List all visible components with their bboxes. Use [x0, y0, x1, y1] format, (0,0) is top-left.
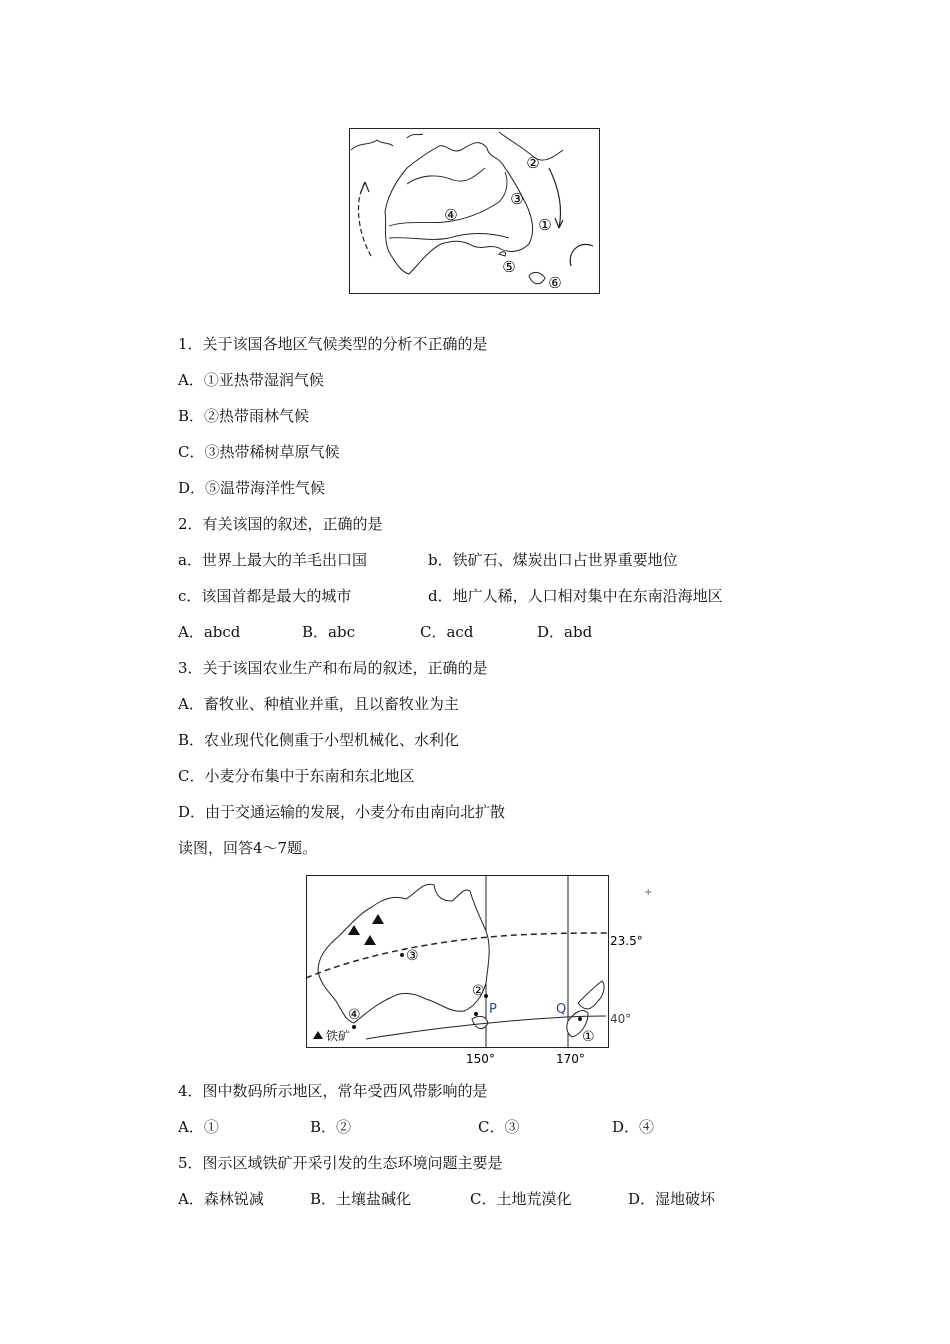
- map1-label-1: ①: [538, 216, 552, 234]
- q3-option-a: A．畜牧业、种植业并重，且以畜牧业为主: [178, 695, 459, 713]
- q2-option-d: D．abd: [537, 623, 593, 641]
- map1-label-6: ⑥: [548, 274, 562, 292]
- q1-option-c: C．③热带稀树草原气候: [178, 443, 340, 461]
- q3-option-d: D．由于交通运输的发展，小麦分布由南向北扩散: [178, 803, 506, 821]
- reading-intro: 读图，回答4～7题。: [178, 839, 318, 857]
- q1-option-d: D．⑤温带海洋性气候: [178, 479, 326, 497]
- q3-option-b: B．农业现代化侧重于小型机械化、水利化: [178, 731, 460, 749]
- map2-label-1: ①: [582, 1029, 595, 1045]
- q1-option-a: A．①亚热带湿润气候: [178, 371, 324, 389]
- q4-option-c: C．③: [478, 1118, 520, 1136]
- map2-label-3: ③: [406, 948, 419, 964]
- map2-label-4: ④: [348, 1007, 361, 1023]
- q4-option-a: A．①: [178, 1118, 219, 1136]
- q4-option-d: D．④: [612, 1118, 655, 1136]
- q5-option-b: B．土壤盐碱化: [310, 1190, 412, 1208]
- lon-170-label: 170°: [556, 1052, 585, 1066]
- q2-stem: 2．有关该国的叙述，正确的是: [178, 515, 383, 533]
- q2-statement-c: c．该国首都是最大的城市: [178, 587, 352, 605]
- lat-40-label: 40°: [610, 1012, 632, 1026]
- tropic-label: 23.5°: [610, 934, 643, 948]
- q2-option-b: B．abc: [302, 623, 355, 641]
- q3-option-c: C．小麦分布集中于东南和东北地区: [178, 767, 415, 785]
- point-q-label: Q: [556, 1002, 567, 1017]
- q4-stem: 4．图中数码所示地区，常年受西风带影响的是: [178, 1082, 488, 1100]
- map2-label-2: ②: [472, 983, 485, 999]
- q1-stem: 1．关于该国各地区气候类型的分析不正确的是: [178, 335, 488, 353]
- lon-150-label: 150°: [466, 1052, 495, 1066]
- stray-mark: +: [644, 887, 653, 898]
- map1-label-5: ⑤: [502, 258, 516, 276]
- q5-stem: 5．图示区域铁矿开采引发的生态环境问题主要是: [178, 1154, 503, 1172]
- point-p-label: P: [489, 1002, 497, 1017]
- q5-option-c: C．土地荒漠化: [470, 1190, 572, 1208]
- q2-statement-b: b．铁矿石、煤炭出口占世界重要地位: [428, 551, 678, 569]
- australia-nz-map: [306, 873, 656, 1068]
- q5-option-d: D．湿地破坏: [628, 1190, 716, 1208]
- map1-label-2: ②: [526, 154, 540, 172]
- q2-option-a: A．abcd: [178, 623, 241, 641]
- q5-option-a: A．森林锐减: [178, 1190, 264, 1208]
- q2-statement-d: d．地广人稀，人口相对集中在东南沿海地区: [428, 587, 723, 605]
- q3-stem: 3．关于该国农业生产和布局的叙述，正确的是: [178, 659, 488, 677]
- q2-option-c: C．acd: [420, 623, 474, 641]
- q2-statement-a: a．世界上最大的羊毛出口国: [178, 551, 367, 569]
- australia-climate-map: [349, 128, 600, 294]
- q1-option-b: B．②热带雨林气候: [178, 407, 310, 425]
- map1-label-4: ④: [444, 206, 458, 224]
- legend-label: 铁矿: [326, 1029, 351, 1043]
- q4-option-b: B．②: [310, 1118, 352, 1136]
- map1-label-3: ③: [510, 190, 524, 208]
